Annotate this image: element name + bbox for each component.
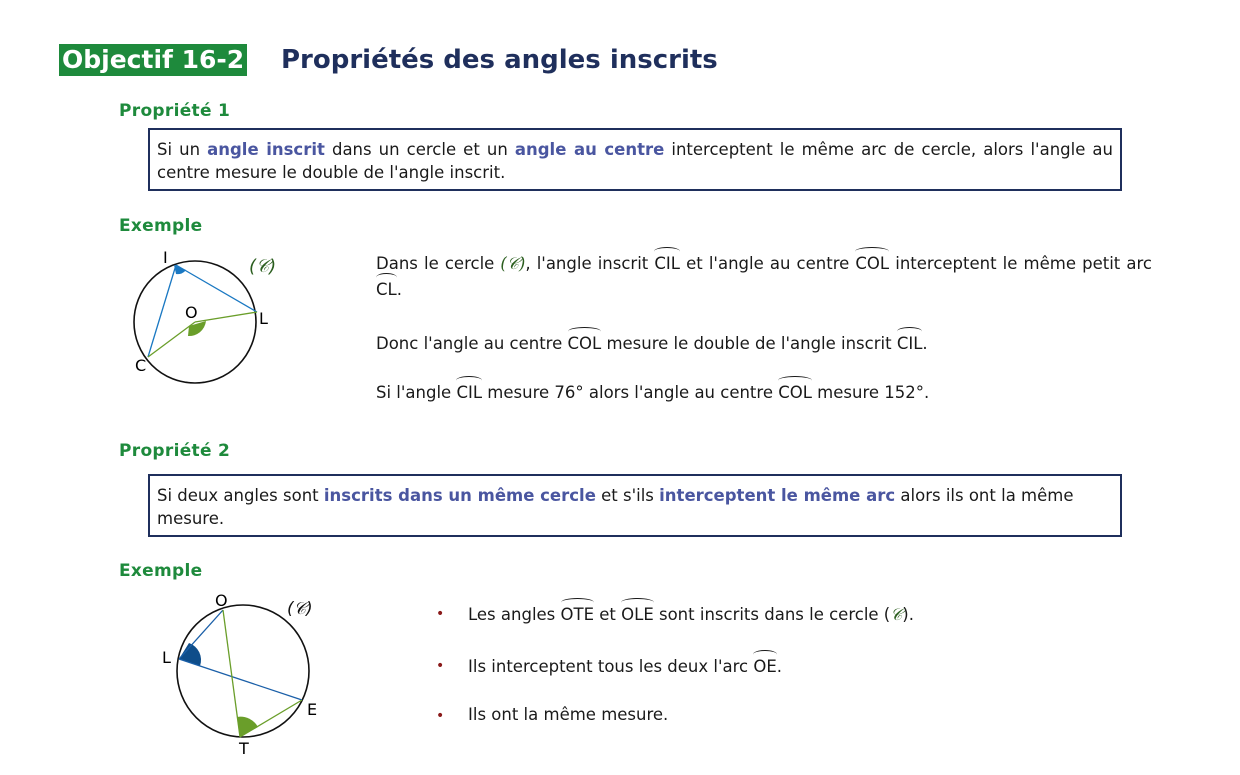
point-o-label: O: [215, 591, 228, 610]
ex1-arc-cl: CL: [376, 276, 397, 302]
ex1-l1-text-d: interceptent le même petit arc: [889, 254, 1152, 273]
ex2-b1-text-d: ).: [902, 605, 914, 624]
ex2-b1-text-b: et: [594, 605, 622, 624]
example-1-line-1: [376, 250, 1152, 302]
property-2-box: [148, 474, 1122, 537]
segment-ot: [223, 610, 240, 737]
ex1-angle-cil: CIL: [654, 250, 680, 276]
segment-ol: [195, 312, 257, 322]
ex1-l2-text-b: mesure le double de l'angle inscrit: [601, 334, 897, 353]
prop2-text-2: et s'ils: [595, 486, 660, 505]
ex1-l3-text-b: mesure 76° alors l'angle au centre: [487, 383, 779, 402]
objective-badge: Objectif 16-2: [59, 44, 247, 76]
prop1-text-1: Si un: [157, 140, 208, 159]
ex2-b1-text-a: Les angles: [468, 605, 561, 624]
ex1-l2-text-c: .: [922, 334, 928, 353]
bullet-3-dot: •: [436, 708, 445, 724]
prop1-text-2: dans un cercle et un: [324, 140, 515, 159]
figure-2-circle-ote-ole: [150, 588, 330, 763]
ex1-l2-angle-cil: CIL: [897, 330, 923, 356]
point-l-label: L: [162, 648, 171, 667]
ex1-l3-text-c: mesure 152°.: [811, 383, 930, 402]
ex1-l2-angle-col: COL: [568, 330, 602, 356]
example-1-line-3: [376, 379, 929, 405]
ex1-l2-text-a: Donc l'angle au centre: [376, 334, 568, 353]
ex1-l3-angle-cil: CIL: [456, 379, 482, 405]
ex2-angle-ole: OLE: [621, 601, 654, 627]
bullet-2-dot: •: [436, 658, 445, 674]
ex1-l1-text-b: , l'angle inscrit: [525, 254, 655, 273]
circle-label: (𝒞): [287, 599, 313, 619]
angle-col-marker: [188, 321, 206, 336]
ex1-circle-symbol: (𝒞): [500, 254, 526, 273]
ex1-l3-angle-col: COL: [778, 379, 812, 405]
ex1-l3-text-a: Si l'angle: [376, 383, 457, 402]
prop1-highlight-2: angle au centre: [514, 140, 665, 159]
ex2-arc-oe: OE: [753, 653, 776, 679]
ex2-b1-text-c: sont inscrits dans le cercle (: [653, 605, 891, 624]
ex1-l1-text-e: .: [396, 280, 402, 299]
circle-label: (𝒞): [249, 256, 277, 277]
bullet-1: [436, 601, 444, 626]
property-1-heading: Propriété 1: [119, 101, 231, 121]
bullet-1-dot: •: [436, 606, 445, 622]
ex2-circle-symbol: 𝒞: [890, 605, 903, 624]
prop2-highlight-2: interceptent le même arc: [659, 486, 896, 505]
point-t-label: T: [239, 739, 249, 758]
ex1-l1-text-a: Dans le cercle: [376, 254, 501, 273]
example-1-line-2: [376, 330, 928, 356]
prop1-highlight-1: angle inscrit: [207, 140, 325, 159]
point-c-label: C: [135, 356, 147, 375]
point-e-label: E: [307, 700, 318, 719]
ex1-l1-text-c: et l'angle au centre: [679, 254, 856, 273]
ex2-angle-ote: OTE: [561, 601, 595, 627]
ex2-b2-text-b: .: [776, 657, 783, 676]
bullet-2: [436, 653, 444, 678]
bullet-1-text: [468, 601, 914, 627]
point-i-label: I: [163, 248, 168, 267]
bullet-3-text: Ils ont la même mesure.: [468, 705, 669, 724]
segment-ol: [179, 610, 223, 659]
bullet-3: [436, 703, 444, 728]
segment-le: [179, 659, 302, 700]
prop2-text-1: Si deux angles sont: [157, 486, 324, 505]
figure-1-circle-cil: [120, 240, 300, 390]
prop2-text-3: alors ils ont la même mesure.: [157, 486, 1074, 528]
point-o-label: O: [185, 303, 198, 322]
ex2-b2-text-a: Ils interceptent tous les deux l'arc: [468, 657, 754, 676]
prop1-text-3: interceptent le même arc de cercle, alors l'angle au centre mesure le double de l'angle inscrit.: [157, 140, 1113, 182]
prop2-highlight-1: inscrits dans un même cercle: [323, 486, 596, 505]
example-2-heading: Exemple: [119, 561, 203, 581]
example-1-heading: Exemple: [119, 216, 203, 236]
ex1-angle-col: COL: [855, 250, 889, 276]
property-1-box: [148, 128, 1122, 191]
segment-co: [148, 322, 195, 357]
property-2-heading: Propriété 2: [119, 441, 231, 461]
point-l-label: L: [259, 309, 268, 328]
page-title: Propriétés des angles inscrits: [281, 45, 718, 75]
bullet-2-text: [468, 653, 782, 679]
